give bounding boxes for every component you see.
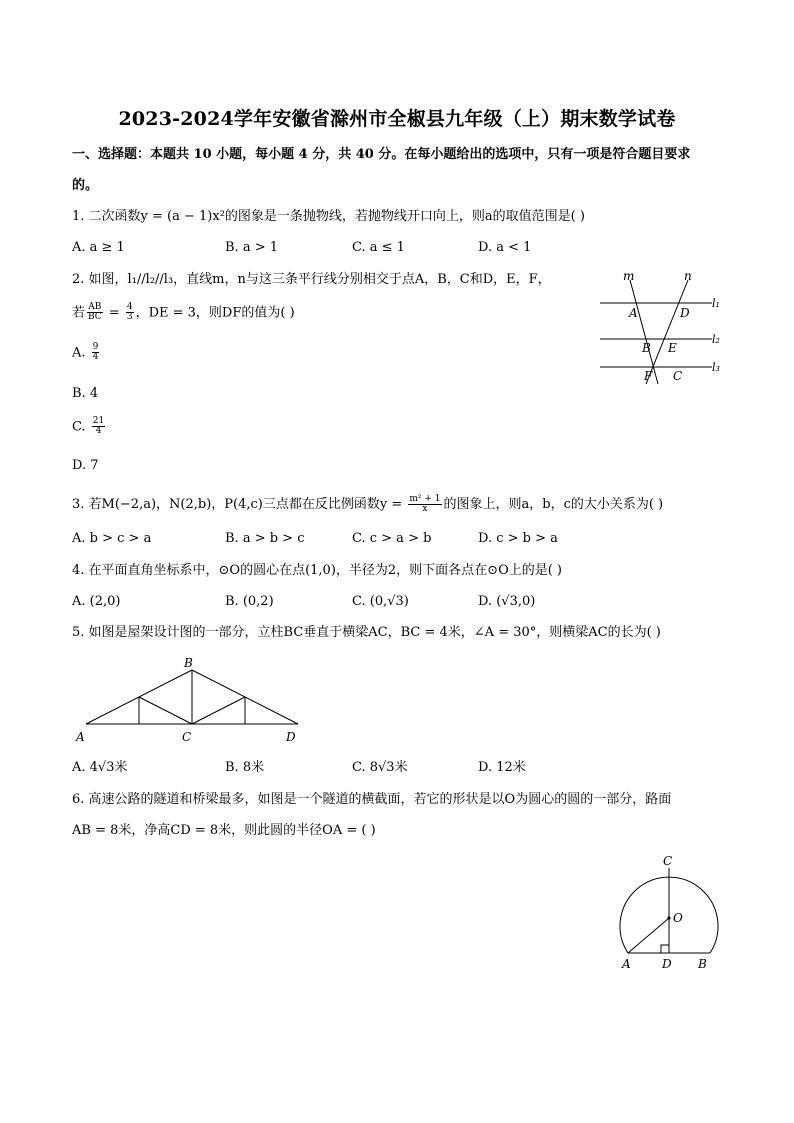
frac-numerator: AB bbox=[88, 302, 102, 312]
page-title: 2023-2024学年安徽省滁州市全椒县九年级（上）期末数学试卷 bbox=[118, 108, 676, 130]
label-c: C bbox=[182, 730, 192, 744]
q2-stem-line1: 2. 如图，l₁//l₂//l₃，直线m，n与这三条平行线分别相交于点A，B，C和D，E，F， bbox=[72, 272, 551, 287]
label-a: A bbox=[76, 730, 85, 744]
label-c: C bbox=[663, 854, 673, 868]
q3-stem-post: 的图象上，则a，b，c的大小关系为( ) bbox=[443, 497, 664, 512]
frac-numerator: 4 bbox=[126, 302, 133, 312]
label-b: B bbox=[642, 341, 651, 355]
q2-parallel-lines-figure bbox=[594, 264, 734, 388]
label-m: m bbox=[623, 269, 635, 283]
right-angle-mark bbox=[661, 945, 669, 953]
label-b: B bbox=[698, 957, 707, 971]
radius-oa bbox=[628, 918, 669, 953]
q3-option-b: B. a > b > c bbox=[225, 531, 305, 546]
q5-option-a: A. 4√3米 bbox=[72, 760, 128, 775]
label-e: E bbox=[668, 341, 677, 355]
q2-fraction-ab-bc bbox=[87, 303, 103, 323]
q6-stem-line2: AB = 8米，净高CD = 8米，则此圆的半径OA = ( ) bbox=[72, 823, 376, 838]
frac-denominator: 4 bbox=[95, 426, 102, 437]
q5-option-c: C. 8√3米 bbox=[352, 760, 408, 775]
q4-option-d: D. (√3,0) bbox=[478, 594, 536, 609]
q2-fraction-4-3 bbox=[126, 303, 134, 323]
label-b: B bbox=[184, 656, 193, 670]
q1-option-a: A. a ≥ 1 bbox=[72, 240, 125, 255]
q2-option-c bbox=[72, 417, 107, 437]
q2-stem-mid: = bbox=[104, 305, 124, 321]
q2-stem-post: ，DE = 3，则DF的值为( ) bbox=[135, 305, 295, 321]
q2-stem-line2 bbox=[72, 303, 295, 323]
label-f: F bbox=[644, 369, 653, 383]
q5-option-b: B. 8米 bbox=[225, 760, 265, 775]
q4-option-b: B. (0,2) bbox=[225, 594, 274, 609]
q3-stem bbox=[72, 493, 663, 517]
frac-numerator: 9 bbox=[92, 342, 99, 352]
q1-option-d: D. a < 1 bbox=[478, 240, 532, 255]
center-point-o bbox=[667, 916, 670, 919]
q2-option-b: B. 4 bbox=[72, 386, 99, 401]
q4-option-a: A. (2,0) bbox=[72, 594, 121, 609]
label-d: D bbox=[680, 306, 690, 320]
label-d: D bbox=[286, 730, 296, 744]
frac-denominator: x bbox=[422, 504, 428, 514]
q4-stem: 4. 在平面直角坐标系中，⊙O的圆心在点(1,0)，半径为2，则下面各点在⊙O上的是( ) bbox=[72, 563, 563, 578]
label-d: D bbox=[662, 957, 672, 971]
q2-option-a bbox=[72, 343, 101, 363]
q2-option-a-fraction bbox=[92, 343, 100, 363]
frac-denominator: BC bbox=[88, 312, 102, 323]
label-n: n bbox=[684, 269, 692, 283]
label-c: C bbox=[673, 369, 683, 383]
frac-denominator: 4 bbox=[92, 352, 99, 363]
q5-option-d: D. 12米 bbox=[478, 760, 526, 775]
label-l1: l₁ bbox=[712, 297, 720, 310]
q4-option-c: C. (0,√3) bbox=[352, 594, 409, 609]
section-heading-cont: 的。 bbox=[72, 178, 99, 193]
label-l3: l₃ bbox=[712, 361, 720, 374]
label-o: O bbox=[673, 911, 683, 925]
option-label: A. bbox=[72, 345, 86, 361]
truss-brace-left bbox=[139, 697, 192, 724]
section-heading: 一、选择题：本题共 10 小题，每小题 4 分，共 40 分。在每小题给出的选项中，只有一项是符合题目要求 bbox=[72, 147, 691, 162]
frac-denominator: 3 bbox=[126, 312, 133, 323]
q3-option-c: C. c > a > b bbox=[352, 531, 432, 546]
q2-option-c-fraction bbox=[92, 417, 105, 437]
q1-option-c: C. a ≤ 1 bbox=[352, 240, 405, 255]
q3-option-a: A. b > c > a bbox=[72, 531, 152, 546]
label-a: A bbox=[622, 957, 631, 971]
frac-numerator: m² + 1 bbox=[409, 493, 441, 504]
option-label: C. bbox=[72, 419, 86, 435]
truss-brace-right bbox=[192, 697, 245, 724]
label-a: A bbox=[629, 306, 638, 320]
q2-stem-pre: 若 bbox=[72, 305, 86, 321]
q2-option-d: D. 7 bbox=[72, 458, 99, 473]
q1-option-b: B. a > 1 bbox=[225, 240, 278, 255]
q3-stem-pre: 3. 若M(−2,a)，N(2,b)，P(4,c)三点都在反比例函数y = bbox=[72, 497, 407, 512]
q6-stem-line1: 6. 高速公路的隧道和桥梁最多，如图是一个隧道的横截面，若它的形状是以O为圆心的圆的一部分，路面 bbox=[72, 792, 672, 807]
q1-stem: 1. 二次函数y = (a − 1)x²的图象是一条抛物线，若抛物线开口向上，则a的取值范围是( ) bbox=[72, 209, 585, 224]
q3-option-d: D. c > b > a bbox=[478, 531, 558, 546]
q5-stem: 5. 如图是屋架设计图的一部分，立柱BC垂直于横梁AC，BC = 4米，∠A = 30°，则横梁AC的长为( ) bbox=[72, 625, 661, 640]
q3-fraction bbox=[408, 495, 441, 515]
q6-tunnel-figure bbox=[610, 852, 720, 976]
q5-roof-truss-figure bbox=[70, 654, 310, 746]
frac-numerator: 21 bbox=[92, 416, 105, 426]
label-l2: l₂ bbox=[712, 333, 720, 346]
